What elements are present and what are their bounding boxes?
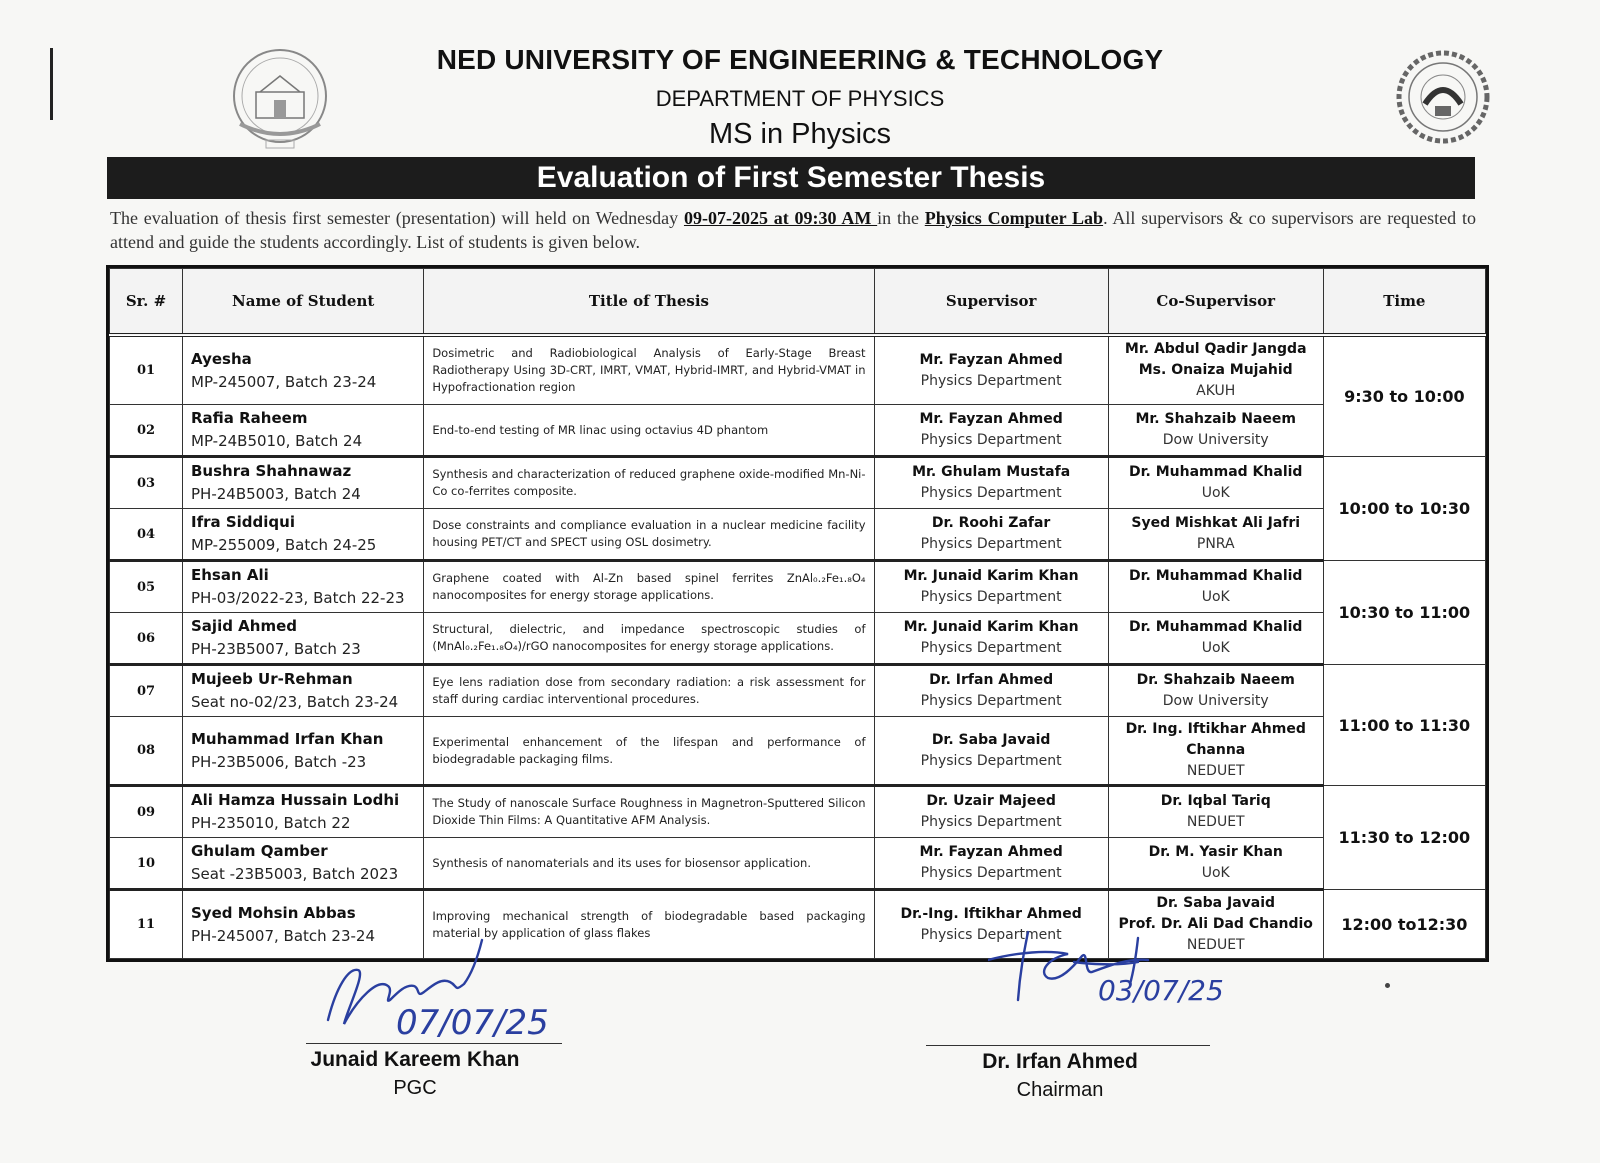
time-slot: 9:30 to 10:00: [1323, 335, 1485, 457]
student-reg: PH-23B5006, Batch -23: [191, 752, 367, 771]
header-time: Time: [1323, 269, 1485, 336]
supervisor-name: Dr. Roohi Zafar: [931, 515, 1051, 531]
co-supervisor-affiliation: Dow University: [1162, 693, 1269, 709]
chairman-role: Chairman: [1016, 1079, 1104, 1101]
scan-speck: [1385, 983, 1390, 988]
supervisor-affiliation: Physics Department: [920, 926, 1062, 943]
header-co-supervisor: Co-Supervisor: [1108, 269, 1323, 336]
student-cell: [183, 457, 424, 509]
thesis-title: The Study of nanoscale Surface Roughness in Magnetron-Sputtered Silicon Dioxide Thin Films: A Quantitative AFM Analysis.: [424, 786, 874, 838]
student-cell: [183, 509, 424, 561]
supervisor-affiliation: Physics Department: [920, 536, 1062, 552]
co-supervisor-cell: [1108, 335, 1323, 405]
signature-line: [306, 1043, 562, 1044]
sr-cell: 04: [110, 509, 183, 561]
intro-text-1: The evaluation of thesis first semester (presentation) will held on Wednesday: [110, 208, 684, 228]
co-supervisor-affiliation: UoK: [1201, 485, 1230, 501]
students-table: [106, 265, 1489, 962]
thesis-title: Improving mechanical strength of biodegradable based packaging material by application of glass flakes: [424, 890, 874, 959]
supervisor-name: Mr. Junaid Karim Khan: [903, 568, 1079, 584]
co-supervisor-cell: [1108, 838, 1323, 890]
co-supervisor-cell: [1108, 717, 1323, 786]
time-slot: 11:00 to 11:30: [1323, 665, 1485, 786]
table-row: [110, 509, 1486, 561]
chairman-signature: [988, 922, 1248, 1028]
co-supervisor-cell: [1108, 509, 1323, 561]
student-reg: Seat -23B5003, Batch 2023: [191, 865, 399, 883]
student-name: Rafia Raheem: [191, 409, 308, 427]
time-slot: 10:30 to 11:00: [1323, 561, 1485, 665]
co-supervisor-name: Mr. Abdul Qadir Jangda: [1124, 341, 1307, 357]
student-reg: PH-235010, Batch 22: [191, 814, 351, 832]
time-slot: 11:30 to 12:00: [1323, 786, 1485, 890]
department-name: DEPARTMENT OF PHYSICS: [655, 86, 945, 111]
co-supervisor-affiliation: UoK: [1201, 865, 1230, 881]
program-name: MS in Physics: [708, 118, 892, 150]
student-cell: [183, 613, 424, 665]
student-cell: [183, 561, 424, 613]
student-reg: MP-24B5010, Batch 24: [191, 432, 363, 450]
chairman-signature-date: 03/07/25: [1098, 974, 1224, 1007]
supervisor-cell: [874, 613, 1108, 665]
student-name: Ayesha: [191, 349, 252, 368]
supervisor-affiliation: Physics Department: [920, 640, 1062, 656]
chairman-signatory: [950, 1050, 1170, 1102]
thesis-title: Synthesis and characterization of reduced graphene oxide-modified Mn-Ni-Co co-ferrites composite.: [424, 457, 874, 509]
sr-cell: 05: [110, 561, 183, 613]
co-supervisor-cell: [1108, 405, 1323, 457]
thesis-title: Experimental enhancement of the lifespan and performance of biodegradable packaging films.: [424, 717, 874, 786]
header-supervisor: Supervisor: [874, 269, 1108, 336]
table-row: [110, 405, 1486, 457]
thesis-title: Structural, dielectric, and impedance spectroscopic studies of (MnAl₀.₂Fe₁.₈O₄)/rGO nanocomposites for energy storage applications.: [424, 613, 874, 665]
student-name: Bushra Shahnawaz: [191, 462, 352, 480]
student-cell: [183, 335, 424, 405]
student-name: Ehsan Ali: [191, 566, 269, 584]
evaluation-datetime: 09-07-2025 at 09:30 AM: [683, 208, 878, 228]
table-row: [110, 838, 1486, 890]
student-cell: [183, 665, 424, 717]
supervisor-affiliation: Physics Department: [920, 693, 1062, 709]
co-supervisor-name: Dr. Muhammad Khalid: [1129, 619, 1303, 635]
supervisor-name: Dr. Irfan Ahmed: [929, 672, 1054, 688]
signature-line: [926, 1045, 1210, 1046]
supervisor-cell: [874, 665, 1108, 717]
thesis-title: Graphene coated with Al-Zn based spinel ferrites ZnAl₀.₂Fe₁.₈O₄ nanocomposites for energy storage applications.: [424, 561, 874, 613]
intro-paragraph: [110, 206, 1476, 254]
table-row: [110, 457, 1486, 509]
co-supervisor-name: Syed Mishkat Ali Jafri: [1131, 515, 1301, 531]
header-thesis-title: Title of Thesis: [424, 269, 874, 336]
co-supervisor-name: Dr. Ing. Iftikhar Ahmed: [1125, 721, 1306, 737]
student-name: Mujeeb Ur-Rehman: [191, 670, 353, 688]
co-supervisor-cell: [1108, 457, 1323, 509]
student-name: Ghulam Qamber: [191, 842, 328, 860]
chairman-name: Dr. Irfan Ahmed: [982, 1050, 1138, 1073]
sr-cell: 09: [110, 786, 183, 838]
supervisor-affiliation: Physics Department: [920, 589, 1062, 605]
header-sr: Sr. #: [110, 269, 183, 336]
pgc-signature: [318, 928, 578, 1044]
co-supervisor-name: Dr. M. Yasir Khan: [1148, 844, 1283, 860]
sr-cell: 11: [110, 890, 183, 959]
supervisor-cell: [874, 509, 1108, 561]
table-row: [110, 890, 1486, 959]
student-reg: PH-03/2022-23, Batch 22-23: [191, 589, 405, 607]
sr-cell: 02: [110, 405, 183, 457]
student-cell: [183, 786, 424, 838]
table-row: [110, 335, 1486, 405]
thesis-title: Synthesis of nanomaterials and its uses for biosensor application.: [424, 838, 874, 890]
evaluation-venue: Physics Computer Lab: [924, 208, 1104, 228]
supervisor-name: Dr.-Ing. Iftikhar Ahmed: [900, 905, 1082, 922]
student-reg: Seat no-02/23, Batch 23-24: [191, 693, 399, 711]
supervisor-cell: [874, 457, 1108, 509]
intro-text-2: in the: [877, 208, 925, 228]
supervisor-cell: [874, 405, 1108, 457]
pgc-name: Junaid Kareem Khan: [310, 1048, 520, 1071]
supervisor-name: Mr. Fayzan Ahmed: [919, 351, 1063, 368]
supervisor-name: Mr. Fayzan Ahmed: [919, 411, 1063, 427]
co-supervisor-affiliation: UoK: [1201, 640, 1230, 656]
supervisor-affiliation: Physics Department: [920, 432, 1062, 448]
co-supervisor-name: Dr. Saba Javaid: [1156, 895, 1276, 911]
co-supervisor-affiliation: PNRA: [1196, 536, 1235, 552]
supervisor-name: Mr. Fayzan Ahmed: [919, 844, 1063, 860]
student-cell: [183, 717, 424, 786]
co-supervisor-name: Dr. Shahzaib Naeem: [1136, 672, 1295, 688]
thesis-title: Eye lens radiation dose from secondary radiation: a risk assessment for staff during cardiac interventional procedures.: [424, 665, 874, 717]
co-supervisor-name: Ms. Onaiza Mujahid: [1138, 362, 1293, 378]
university-name: NED UNIVERSITY OF ENGINEERING & TECHNOLOGY: [436, 44, 1164, 75]
supervisor-affiliation: Physics Department: [920, 814, 1062, 830]
sr-cell: 07: [110, 665, 183, 717]
co-supervisor-affiliation: UoK: [1201, 589, 1230, 605]
co-supervisor-affiliation: AKUH: [1196, 383, 1236, 399]
student-reg: PH-23B5007, Batch 23: [191, 640, 361, 658]
intro-text-3: . All supervisors & co supervisors are requested to attend and guide the students accordingly. List of students is given below.: [110, 208, 1476, 252]
pgc-signature-date: 07/07/25: [396, 1003, 549, 1043]
supervisor-name: Dr. Saba Javaid: [931, 731, 1051, 748]
supervisor-cell: [874, 786, 1108, 838]
document-title-banner: Evaluation of First Semester Thesis: [107, 157, 1475, 199]
supervisor-affiliation: Physics Department: [920, 485, 1062, 501]
table-header-row: [110, 269, 1486, 336]
student-name: Sajid Ahmed: [191, 617, 297, 635]
sr-cell: 08: [110, 717, 183, 786]
co-supervisor-name: Channa: [1186, 742, 1246, 758]
student-cell: [183, 405, 424, 457]
student-name: Muhammad Irfan Khan: [191, 729, 384, 748]
co-supervisor-cell: [1108, 665, 1323, 717]
table-row: [110, 665, 1486, 717]
supervisor-affiliation: Physics Department: [920, 372, 1062, 389]
sr-cell: 06: [110, 613, 183, 665]
student-name: Syed Mohsin Abbas: [191, 903, 356, 922]
header-student-name: Name of Student: [183, 269, 424, 336]
table-row: [110, 561, 1486, 613]
co-supervisor-name: Mr. Shahzaib Naeem: [1135, 411, 1296, 427]
supervisor-cell: [874, 838, 1108, 890]
sr-cell: 10: [110, 838, 183, 890]
sr-cell: 03: [110, 457, 183, 509]
supervisor-name: Mr. Ghulam Mustafa: [912, 464, 1071, 480]
student-reg: MP-245007, Batch 23-24: [191, 372, 377, 391]
student-reg: MP-255009, Batch 24-25: [191, 536, 377, 554]
co-supervisor-cell: [1108, 561, 1323, 613]
student-name: Ali Hamza Hussain Lodhi: [191, 791, 400, 809]
pgc-signatory: [300, 1048, 530, 1100]
co-supervisor-affiliation: NEDUET: [1186, 814, 1245, 830]
table-row: [110, 613, 1486, 665]
sr-cell: 01: [110, 335, 183, 405]
co-supervisor-name: Dr. Muhammad Khalid: [1129, 464, 1303, 480]
co-supervisor-name: Dr. Iqbal Tariq: [1160, 793, 1271, 809]
supervisor-cell: [874, 335, 1108, 405]
co-supervisor-name: Prof. Dr. Ali Dad Chandio: [1118, 916, 1313, 932]
co-supervisor-affiliation: Dow University: [1162, 432, 1269, 448]
student-reg: PH-24B5003, Batch 24: [191, 485, 361, 503]
student-reg: PH-245007, Batch 23-24: [191, 926, 376, 945]
student-cell: [183, 838, 424, 890]
supervisor-cell: [874, 717, 1108, 786]
time-slot: 10:00 to 10:30: [1323, 457, 1485, 561]
thesis-title: Dosimetric and Radiobiological Analysis of Early-Stage Breast Radiotherapy Using 3D-CRT, IMRT, VMAT, Hybrid-IMRT, and Hybrid-VMAT in Hypofractionation region: [424, 335, 874, 405]
co-supervisor-affiliation: NEDUET: [1186, 763, 1245, 779]
co-supervisor-cell: [1108, 613, 1323, 665]
thesis-title: End-to-end testing of MR linac using octavius 4D phantom: [424, 405, 874, 457]
co-supervisor-name: Dr. Muhammad Khalid: [1129, 568, 1303, 584]
co-supervisor-cell: [1108, 786, 1323, 838]
table-row: [110, 786, 1486, 838]
table-row: [110, 717, 1486, 786]
time-slot: 12:00 to12:30: [1323, 890, 1485, 959]
supervisor-cell: [874, 561, 1108, 613]
supervisor-affiliation: Physics Department: [920, 865, 1062, 881]
student-name: Ifra Siddiqui: [191, 513, 295, 531]
thesis-title: Dose constraints and compliance evaluation in a nuclear medicine facility housing PET/CT and SPECT using OSL dosimetry.: [424, 509, 874, 561]
pgc-role: PGC: [393, 1077, 437, 1099]
co-supervisor-affiliation: NEDUET: [1186, 937, 1245, 953]
supervisor-name: Dr. Uzair Majeed: [926, 793, 1056, 809]
supervisor-name: Mr. Junaid Karim Khan: [903, 619, 1079, 635]
supervisor-affiliation: Physics Department: [920, 752, 1062, 769]
